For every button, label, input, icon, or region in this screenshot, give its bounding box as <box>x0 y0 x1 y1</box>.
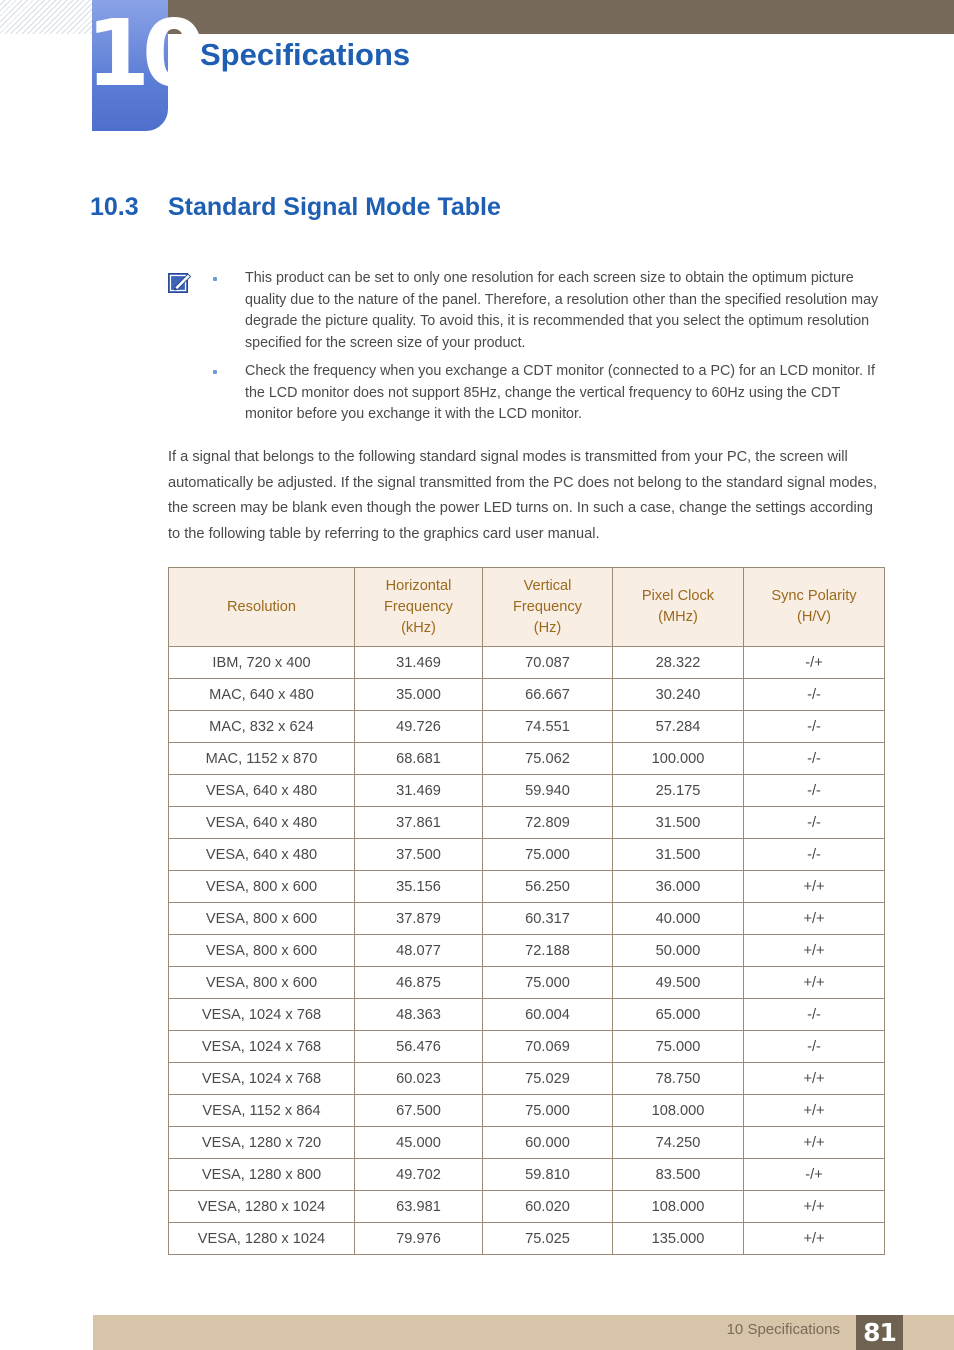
table-row <box>169 967 885 999</box>
table-cell: 40.000 <box>613 903 744 935</box>
table-cell: VESA, 800 x 600 <box>169 967 355 999</box>
table-cell: 75.000 <box>483 839 613 871</box>
table-cell: VESA, 1280 x 1024 <box>169 1191 355 1223</box>
table-row <box>169 743 885 775</box>
note-item <box>213 268 883 355</box>
table-row <box>169 711 885 743</box>
table-cell: 49.702 <box>355 1159 483 1191</box>
table-cell: 36.000 <box>613 871 744 903</box>
table-cell: 75.000 <box>483 967 613 999</box>
table-cell: 30.240 <box>613 679 744 711</box>
table-cell: 48.077 <box>355 935 483 967</box>
table-cell: 59.940 <box>483 775 613 807</box>
table-cell: +/+ <box>744 871 885 903</box>
table-cell: -/- <box>744 775 885 807</box>
column-header <box>355 568 483 647</box>
table-cell: +/+ <box>744 1095 885 1127</box>
table-cell: 74.551 <box>483 711 613 743</box>
table-row <box>169 1031 885 1063</box>
column-header-line: Pixel Clock <box>641 588 715 604</box>
table-cell: -/+ <box>744 1159 885 1191</box>
note-list <box>213 268 883 432</box>
column-header-line: (MHz) <box>658 609 698 625</box>
table-row <box>169 999 885 1031</box>
table-cell: -/- <box>744 1031 885 1063</box>
table-cell: 83.500 <box>613 1159 744 1191</box>
table-cell: VESA, 640 x 480 <box>169 807 355 839</box>
table-cell: 37.500 <box>355 839 483 871</box>
table-cell: 37.879 <box>355 903 483 935</box>
table-cell: 35.000 <box>355 679 483 711</box>
table-row <box>169 1159 885 1191</box>
table-cell: 28.322 <box>613 647 744 679</box>
column-header-line: Vertical <box>523 577 572 594</box>
table-cell: MAC, 640 x 480 <box>169 679 355 711</box>
table-cell: 75.000 <box>483 1095 613 1127</box>
table-cell: 65.000 <box>613 999 744 1031</box>
table-cell: 135.000 <box>613 1223 744 1255</box>
table-cell: 60.020 <box>483 1191 613 1223</box>
table-row <box>169 935 885 967</box>
table-cell: 75.029 <box>483 1063 613 1095</box>
table-cell: MAC, 832 x 624 <box>169 711 355 743</box>
column-header-line: Frequency <box>384 598 453 615</box>
table-cell: 60.004 <box>483 999 613 1031</box>
table-cell: 50.000 <box>613 935 744 967</box>
table-cell: 72.809 <box>483 807 613 839</box>
table-cell: 74.250 <box>613 1127 744 1159</box>
table-cell: 37.861 <box>355 807 483 839</box>
table-cell: 56.250 <box>483 871 613 903</box>
table-cell: VESA, 1280 x 800 <box>169 1159 355 1191</box>
table-cell: VESA, 800 x 600 <box>169 871 355 903</box>
table-cell: 60.317 <box>483 903 613 935</box>
footer-chapter-label: 10 Specifications <box>726 1321 840 1338</box>
table-cell: VESA, 1280 x 1024 <box>169 1223 355 1255</box>
table-cell: +/+ <box>744 903 885 935</box>
table-cell: VESA, 640 x 480 <box>169 839 355 871</box>
chapter-number-block <box>86 0 199 131</box>
table-cell: +/+ <box>744 935 885 967</box>
page-number: 81 <box>856 1315 903 1350</box>
table-cell: +/+ <box>744 967 885 999</box>
table-cell: 31.469 <box>355 775 483 807</box>
chapter-title: Specifications <box>200 37 411 72</box>
table-row <box>169 807 885 839</box>
table-cell: -/- <box>744 743 885 775</box>
table-cell: VESA, 1024 x 768 <box>169 999 355 1031</box>
column-header-line: (kHz) <box>401 619 436 636</box>
table-cell: 68.681 <box>355 743 483 775</box>
column-header-line: (H/V) <box>796 609 832 625</box>
table-cell: VESA, 1024 x 768 <box>169 1031 355 1063</box>
table-cell: +/+ <box>744 1127 885 1159</box>
table-cell: 31.500 <box>613 839 744 871</box>
table-row <box>169 903 885 935</box>
column-header <box>613 568 744 647</box>
table-cell: +/+ <box>744 1063 885 1095</box>
table-cell: -/- <box>744 711 885 743</box>
intro-paragraph: If a signal that belongs to the following standard signal modes is transmitted from your PC, the screen will automatically be adjusted. If the signal transmitted from the PC does not belong to the standard signal modes, the screen may be blank even though the power LED turns on. In such a case, change the settings according to the following table by referring to the graphics card user manual. <box>168 449 878 542</box>
note-text: This product can be set to only one resolution for each screen size to obtain the optimum picture quality due to the nature of the panel. Therefore, a resolution other than the specified resolution may degrade the picture quality. To avoid this, it is recommended that you select the optimum resolution specified for the screen size of your product. <box>245 270 879 352</box>
table-cell: -/- <box>744 679 885 711</box>
table-cell: 79.976 <box>355 1223 483 1255</box>
table-cell: 108.000 <box>613 1191 744 1223</box>
table-row <box>169 647 885 679</box>
table-cell: 67.500 <box>355 1095 483 1127</box>
table-cell: 60.023 <box>355 1063 483 1095</box>
table-row <box>169 679 885 711</box>
table-cell: 60.000 <box>483 1127 613 1159</box>
column-header-line: Frequency <box>513 598 582 615</box>
table-cell: VESA, 1280 x 720 <box>169 1127 355 1159</box>
table-header-row <box>169 568 885 647</box>
column-header-line: Resolution <box>227 598 296 615</box>
table-cell: 63.981 <box>355 1191 483 1223</box>
table-cell: 48.363 <box>355 999 483 1031</box>
signal-mode-table <box>168 567 885 1255</box>
table-cell: +/+ <box>744 1191 885 1223</box>
table-cell: 46.875 <box>355 967 483 999</box>
chapter-number: 10 <box>86 0 199 107</box>
table-cell: 59.810 <box>483 1159 613 1191</box>
table-cell: 35.156 <box>355 871 483 903</box>
table-cell: VESA, 1024 x 768 <box>169 1063 355 1095</box>
table-cell: 57.284 <box>613 711 744 743</box>
table-cell: 49.726 <box>355 711 483 743</box>
column-header <box>169 568 355 647</box>
table-cell: +/+ <box>744 1223 885 1255</box>
table-cell: VESA, 800 x 600 <box>169 935 355 967</box>
table-cell: -/- <box>744 999 885 1031</box>
section-title: Standard Signal Mode Table <box>168 193 501 221</box>
column-header-line: Sync Polarity <box>771 588 857 604</box>
table-cell: VESA, 1152 x 864 <box>169 1095 355 1127</box>
column-header <box>744 568 885 647</box>
table-cell: -/- <box>744 839 885 871</box>
table-cell: 100.000 <box>613 743 744 775</box>
table-cell: VESA, 800 x 600 <box>169 903 355 935</box>
table-row <box>169 839 885 871</box>
table-row <box>169 1191 885 1223</box>
table-cell: -/+ <box>744 647 885 679</box>
table-cell: 108.000 <box>613 1095 744 1127</box>
table-body <box>169 647 885 1255</box>
table-cell: 78.750 <box>613 1063 744 1095</box>
column-header-line: Horizontal <box>385 577 452 594</box>
table-cell: 56.476 <box>355 1031 483 1063</box>
table-row <box>169 1063 885 1095</box>
table-cell: IBM, 720 x 400 <box>169 647 355 679</box>
bullet-icon <box>213 370 217 374</box>
table-cell: VESA, 640 x 480 <box>169 775 355 807</box>
column-header <box>483 568 613 647</box>
table-cell: 75.062 <box>483 743 613 775</box>
section-heading <box>90 193 501 222</box>
table-row <box>169 1127 885 1159</box>
table-cell: -/- <box>744 807 885 839</box>
table-row <box>169 1223 885 1255</box>
table-cell: 45.000 <box>355 1127 483 1159</box>
table-cell: 75.000 <box>613 1031 744 1063</box>
table-cell: 49.500 <box>613 967 744 999</box>
note-item <box>213 361 883 426</box>
header-bar <box>168 0 954 34</box>
note-text: Check the frequency when you exchange a CDT monitor (connected to a PC) for an LCD monitor. If the LCD monitor does not support 85Hz, change the vertical frequency to 60Hz using the CDT monitor before you exchange it with the LCD monitor. <box>245 362 875 423</box>
table-row <box>169 1095 885 1127</box>
table-cell: 70.087 <box>483 647 613 679</box>
table-cell: 70.069 <box>483 1031 613 1063</box>
section-number: 10.3 <box>90 193 139 221</box>
table-cell: 25.175 <box>613 775 744 807</box>
note-pencil-icon <box>168 271 192 293</box>
table-cell: 66.667 <box>483 679 613 711</box>
table-cell: MAC, 1152 x 870 <box>169 743 355 775</box>
table-row <box>169 871 885 903</box>
table-cell: 75.025 <box>483 1223 613 1255</box>
table-cell: 72.188 <box>483 935 613 967</box>
bullet-icon <box>213 277 217 281</box>
header-hatch-decoration <box>0 0 92 34</box>
column-header-line: (Hz) <box>533 619 562 636</box>
table-row <box>169 775 885 807</box>
table-cell: 31.469 <box>355 647 483 679</box>
table-cell: 31.500 <box>613 807 744 839</box>
